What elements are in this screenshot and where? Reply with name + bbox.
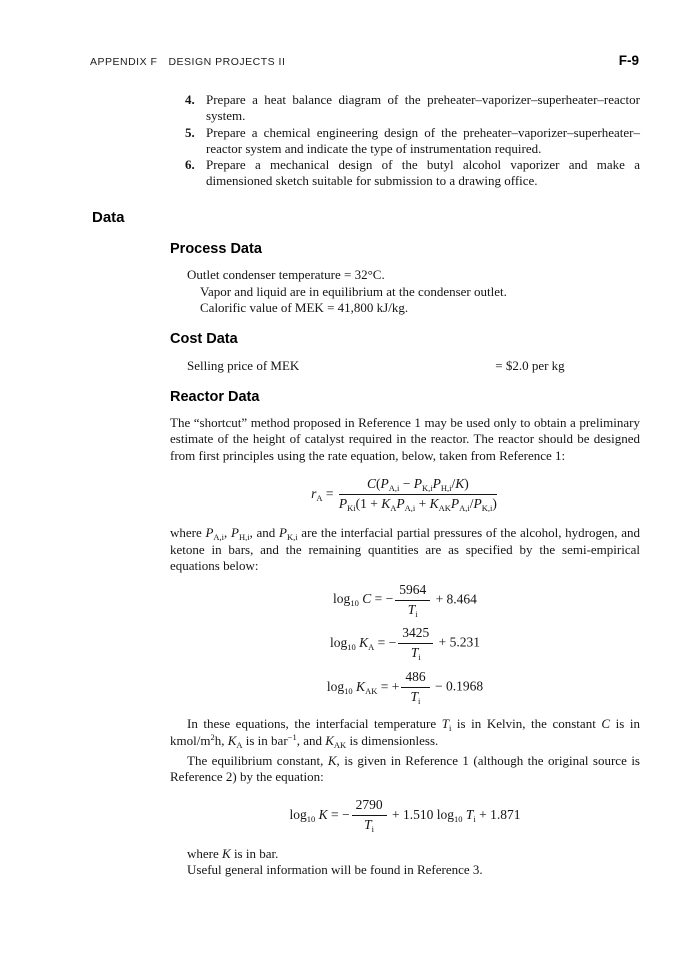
subsection-heading-cost-data: Cost Data	[170, 331, 238, 348]
fraction	[401, 669, 429, 706]
fraction-denominator: $T_i$	[364, 817, 375, 834]
equation-lhs: $\log_{10} K_A$ = −	[329, 634, 397, 652]
process-data-line: Calorific value of MEK = 41,800 kJ/kg.	[200, 299, 409, 315]
text-column	[92, 92, 640, 878]
equation-lhs: $r_A$ =	[311, 485, 337, 503]
equation-log-kak	[170, 669, 640, 706]
fraction-numerator: 2790	[352, 797, 387, 816]
equilibrium-constant-paragraph: The equilibrium constant, K, is given in Reference 1 (although the original source is Reference 2) by the equation:	[170, 752, 640, 784]
equation-lhs: $\log_{10} K$ = −	[289, 806, 350, 824]
task-item-6	[170, 157, 640, 190]
reactor-intro-paragraph: The “shortcut” method proposed in Reference 1 may be used only to obtain a preliminary estimate of the height of catalyst required in the reactor. The reactor should be designed from first principles using the rate equation, below, taken from Reference 1:	[170, 415, 640, 463]
fraction	[395, 582, 430, 619]
task-text: Prepare a heat balance diagram of the preheater–vaporizer–superheater–reactor system.	[206, 92, 640, 124]
fraction-denominator: $P_{Ki}(1 + K_AP_{A,i} + K_{AK}P_{A,i}/P_{K,i})$	[338, 495, 497, 513]
in-these-equations-paragraph: In these equations, the interfacial temperature $T_i$ is in Kelvin, the constant C is in kmol/$m^2h$, $K_A$ is in bar$^{-1}$, and $K_{AK}$ is dimensionless.	[170, 715, 640, 751]
equation-lhs: $\log_{10} C$ = −	[333, 591, 394, 609]
task-item-4	[170, 92, 640, 125]
fraction	[398, 625, 433, 662]
header-chapter-label: DESIGN PROJECTS II	[168, 56, 286, 68]
fraction-denominator: $T_i$	[407, 601, 418, 619]
where-k-line: where K is in bar.	[187, 845, 279, 861]
cost-data-row	[170, 358, 640, 374]
rate-equation	[170, 476, 640, 513]
equation-rhs: + 1.510 $\log_{10} T_i + 1.871$	[388, 806, 521, 824]
process-data-line: Vapor and liquid are in equilibrium at the condenser outlet.	[200, 283, 507, 299]
process-data-line: Outlet condenser temperature = 32°C.	[187, 267, 385, 283]
fraction-numerator: 5964	[395, 582, 430, 601]
equation-rhs: − 0.1968	[431, 678, 484, 694]
fraction	[339, 476, 497, 513]
equation-log-ka	[170, 625, 640, 662]
running-header	[90, 53, 639, 68]
task-number: 6.	[185, 157, 195, 173]
equation-lhs: $\log_{10} K_{AK}$ = +	[326, 678, 400, 696]
fraction-numerator: 486	[401, 669, 429, 688]
subsection-heading-reactor-data: Reactor Data	[170, 388, 260, 405]
section-heading-data: Data	[92, 208, 125, 226]
fraction-numerator: 3425	[398, 625, 433, 644]
page-number: F-9	[618, 53, 639, 68]
useful-info-line: Useful general information will be found in Reference 3.	[187, 862, 483, 878]
header-appendix-label: APPENDIX F	[90, 56, 158, 68]
fraction-denominator: $T_i$	[410, 645, 421, 663]
task-text: Prepare a chemical engineering design of the preheater–vaporizer–superheater–reactor system and indicate the type of instrumentation required.	[206, 124, 640, 156]
task-number: 4.	[185, 92, 195, 107]
header-section-title	[90, 56, 285, 68]
fraction	[352, 797, 387, 834]
equation-log-c	[170, 582, 640, 619]
subsection-heading-process-data: Process Data	[170, 241, 262, 258]
where-pressures-paragraph: where $P_{A,i}$, $P_{H,i}$, and $P_{K,i}$ are the interfacial partial pressures of the alcohol, hydrogen, and ketone in bars, and the remaining quantities are as specified by the semi-empirical equations below:	[170, 524, 640, 574]
task-text: Prepare a mechanical design of the butyl alcohol vaporizer and make a dimensioned sketch suitable for submission to a drawing office.	[206, 157, 640, 189]
equation-log-k	[170, 797, 640, 834]
fraction-denominator: $T_i$	[410, 689, 421, 707]
equation-rhs: + 5.231	[435, 634, 481, 650]
cost-item-label: Selling price of MEK	[187, 357, 300, 373]
task-item-5	[170, 125, 640, 158]
equation-rhs: + 8.464	[432, 591, 477, 607]
task-number: 5.	[185, 124, 195, 140]
cost-item-value: = $2.0 per kg	[495, 357, 565, 373]
fraction-numerator: $C(P_{A,i} - P_{K,i}P_{H,i}/K)$	[339, 476, 497, 495]
